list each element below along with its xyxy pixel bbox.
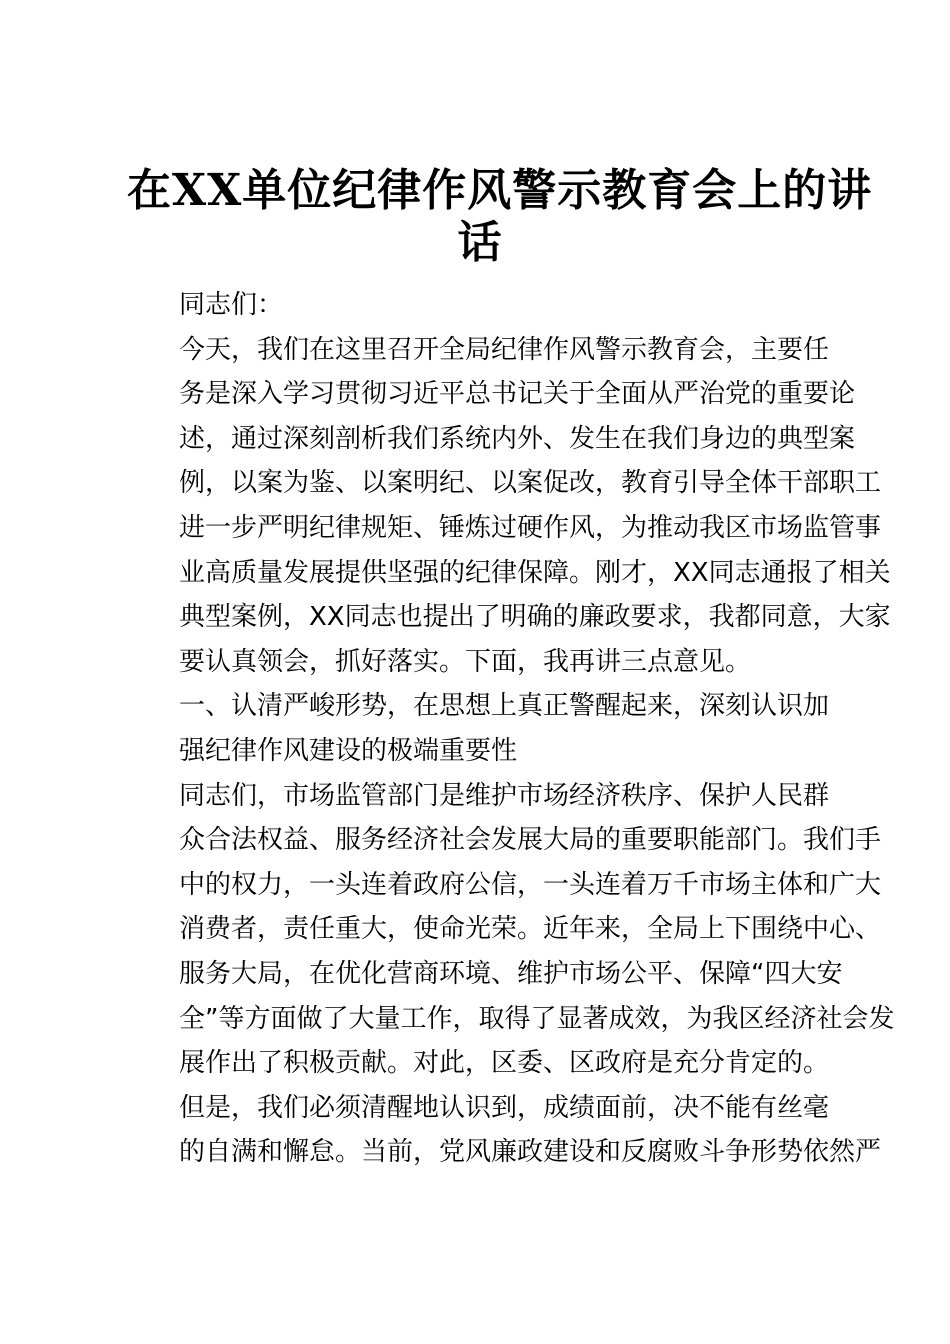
salutation xyxy=(127,283,833,328)
text-line: 务是深入学习贯彻习近平总书记关于全面从严治党的重要论 xyxy=(179,379,856,410)
text-line: 要认真领会，抓好落实。下面，我再讲三点意见。 xyxy=(179,646,752,677)
heading-line: 一、认清严峻形势，在思想上真正警醒起来，深刻认识加 xyxy=(179,691,830,722)
paragraph-2 xyxy=(127,774,895,1086)
salutation-text: 同志们： xyxy=(179,290,284,320)
text-line: 服务大局，在优化营商环境、维护市场公平、保障“四大安 xyxy=(179,958,843,989)
text-line: 业高质量发展提供坚强的纪律保障。刚才，XX同志通报了相关 xyxy=(179,557,891,588)
text-line: 进一步严明纪律规矩、锤炼过硬作风，为推动我区市场监管事 xyxy=(179,512,882,543)
text-line: 今天，我们在这里召开全局纪律作风警示教育会，主要任 xyxy=(179,334,830,365)
section-heading-1 xyxy=(127,684,833,773)
text-line: 消费者，责任重大，使命光荣。近年来，全局上下围绕中心、 xyxy=(179,914,882,945)
text-line: 众合法权益、服务经济社会发展大局的重要职能部门。我们手 xyxy=(179,825,882,856)
paragraph-3 xyxy=(127,1086,882,1175)
document-title xyxy=(127,165,873,269)
document-body xyxy=(127,283,895,1175)
heading-line: 强纪律作风建设的极端重要性 xyxy=(179,735,518,766)
text-line: 中的权力，一头连着政府公信，一头连着万千市场主体和广大 xyxy=(179,869,882,900)
text-line: 同志们，市场监管部门是维护市场经济秩序、保护人民群 xyxy=(179,780,830,811)
paragraph-intro xyxy=(127,328,891,685)
title-line: 话 xyxy=(457,217,503,268)
text-line: 的自满和懈怠。当前，党风廉政建设和反腐败斗争形势依然严 xyxy=(179,1137,882,1168)
text-line: 述，通过深刻剖析我们系统内外、发生在我们身边的典型案 xyxy=(179,423,856,454)
text-line: 但是，我们必须清醒地认识到，成绩面前，决不能有丝毫 xyxy=(179,1092,830,1123)
document-page xyxy=(127,165,895,1175)
text-line: 典型案例，XX同志也提出了明确的廉政要求，我都同意，大家 xyxy=(179,602,891,633)
text-line: 展作出了积极贡献。对此，区委、区政府是充分肯定的。 xyxy=(179,1048,830,1079)
text-line: 例，以案为鉴、以案明纪、以案促改，教育引导全体干部职工 xyxy=(179,468,882,499)
title-line: 在XX单位纪律作风警示教育会上的讲 xyxy=(127,165,873,216)
text-line: 全”等方面做了大量工作，取得了显著成效，为我区经济社会发 xyxy=(179,1003,895,1034)
